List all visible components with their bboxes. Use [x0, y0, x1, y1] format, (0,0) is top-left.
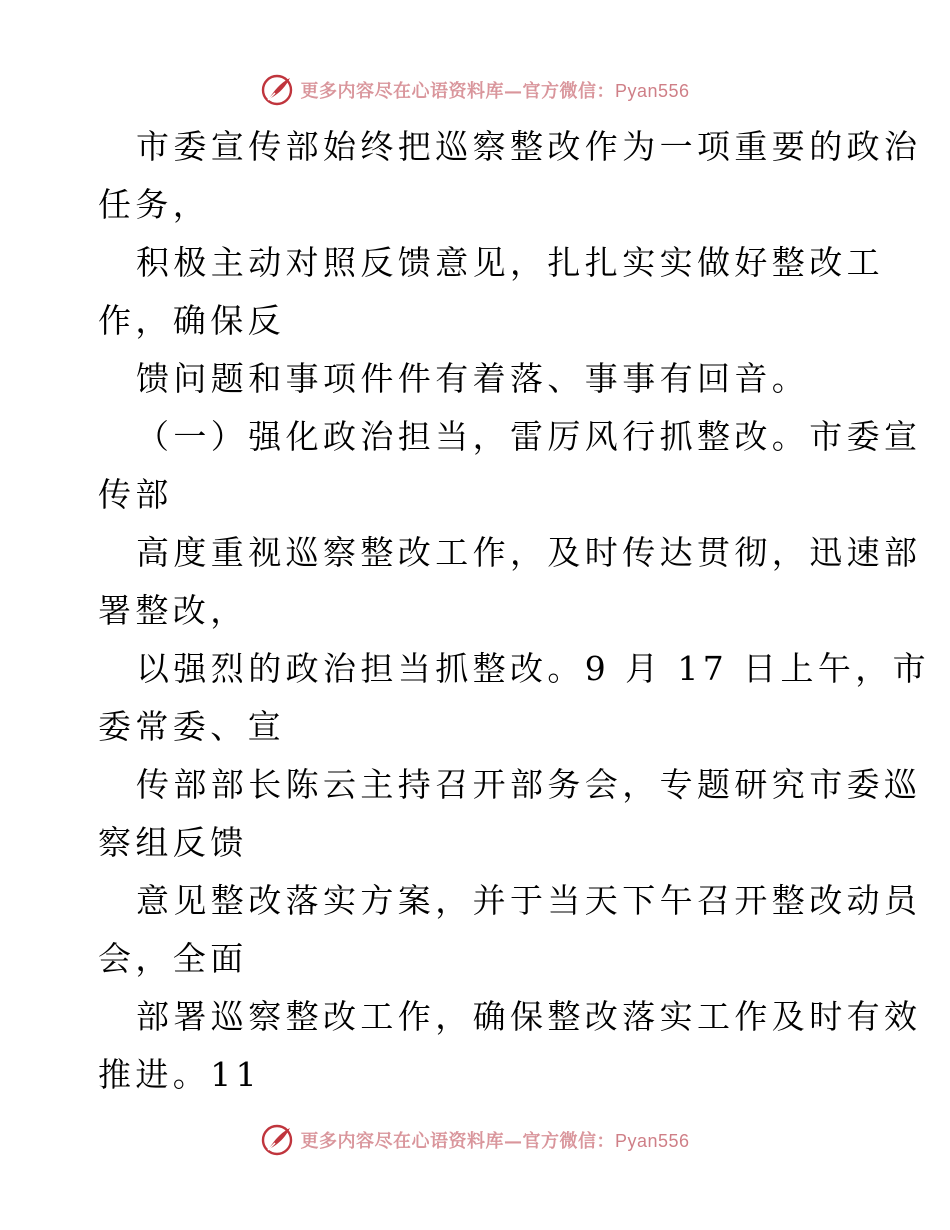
text-line: 察组反馈: [98, 823, 248, 862]
text-line: （一）强化政治担当，雷厉风行抓整改。市委宣: [136, 417, 922, 456]
header-watermark: [0, 70, 950, 110]
text-line: 作，确保反: [98, 301, 285, 340]
text-line: 传部部长陈云主持召开部务会，专题研究市委巡: [136, 765, 922, 804]
text-line: 任务，: [98, 185, 211, 224]
text-line: 意见整改落实方案，并于当天下午召开整改动员: [136, 881, 922, 920]
watermark-text: 更多内容尽在心语资料库—官方微信：Pyan556: [300, 1131, 690, 1152]
text-line: 署整改，: [98, 591, 248, 630]
text-line: 部署巡察整改工作，确保整改落实工作及时有效: [136, 997, 922, 1036]
text-line: 以强烈的政治担当抓整改。9 月 17 日上午，市: [136, 649, 931, 688]
text-line: 委常委、宣: [98, 707, 285, 746]
watermark-text: 更多内容尽在心语资料库—官方微信：Pyan556: [300, 81, 690, 102]
text-line: 传部: [98, 475, 173, 514]
quill-logo-icon: [260, 73, 294, 107]
text-line: 市委宣传部始终把巡察整改作为一项重要的政治: [136, 127, 922, 166]
text-line: 积极主动对照反馈意见，扎扎实实做好整改工: [136, 243, 884, 282]
text-line: 高度重视巡察整改工作，及时传达贯彻，迅速部: [136, 533, 922, 572]
text-line: 馈问题和事项件件有着落、事事有回音。: [136, 359, 810, 398]
quill-logo-icon: [260, 1123, 294, 1157]
text-line: 会，全面: [98, 939, 248, 978]
text-line: 推进。11: [98, 1055, 261, 1094]
footer-watermark: [0, 1120, 950, 1160]
